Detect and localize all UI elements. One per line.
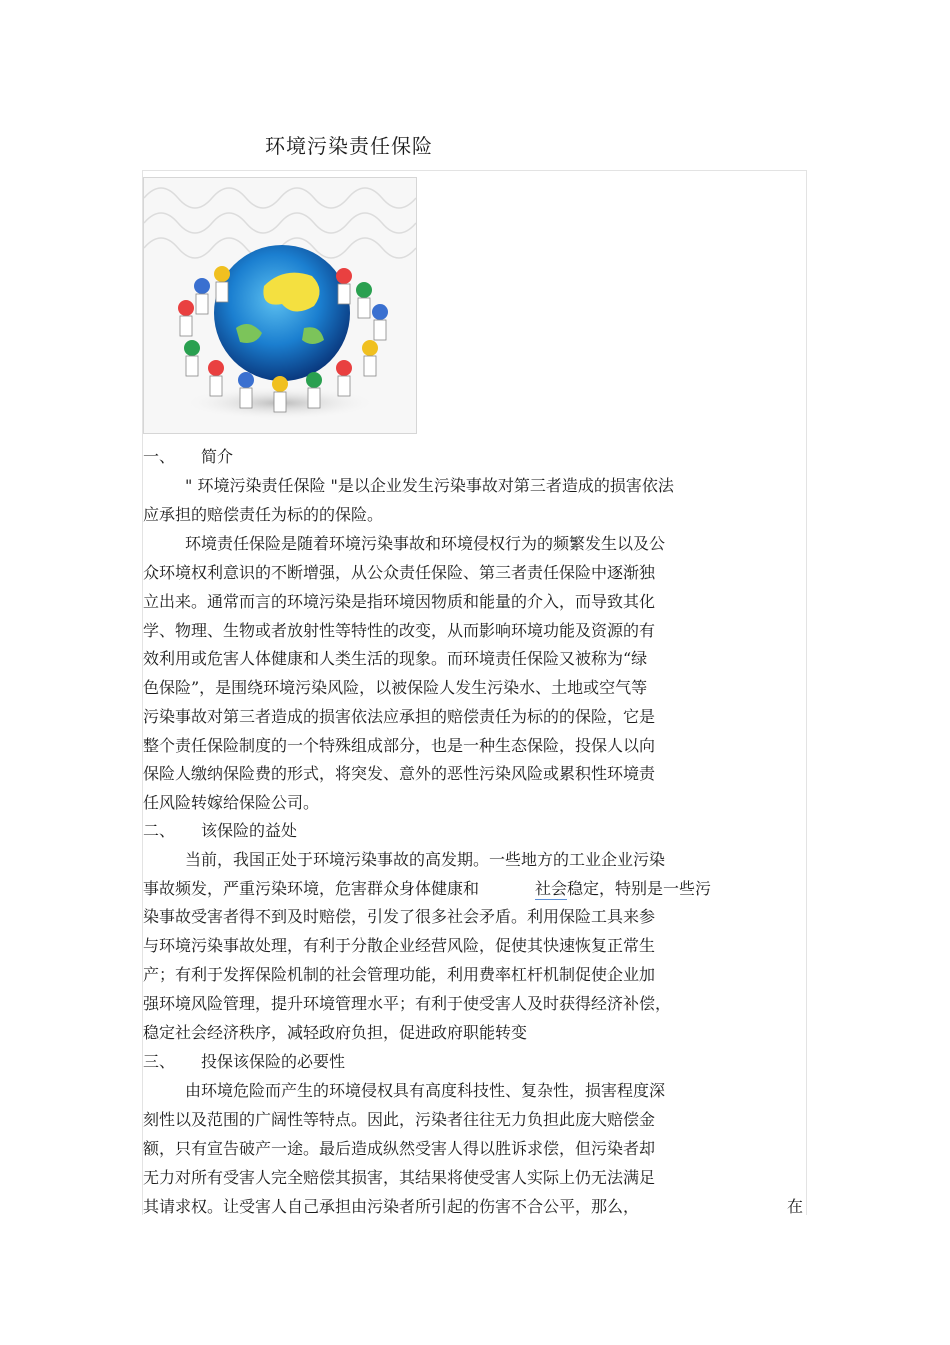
- paragraph-line: 任风险转嫁给保险公司。: [143, 793, 320, 812]
- paragraph-line: 与环境污染事故处理，有利于分散企业经营风险，促使其快速恢复正常生: [143, 936, 656, 955]
- paragraph-line: 学、物理、生物或者放射性等特性的改变，从而影响环境功能及资源的有: [143, 621, 656, 640]
- paragraph-line: 环境责任保险是随着环境污染事故和环境侵权行为的频繁发生以及公: [185, 534, 666, 553]
- paragraph-line: 保险人缴纳保险费的形式，将突发、意外的恶性污染风险或累积性环境责: [143, 764, 656, 783]
- paragraph-line: 由环境危险而产生的环境侵权具有高度科技性、复杂性，损害程度深: [185, 1081, 666, 1100]
- section-title: 投保该保险的必要性: [201, 1052, 346, 1071]
- paragraph-line: 效利用或危害人体健康和人类生活的现象。而环境责任保险又被称为“绿: [143, 649, 648, 668]
- document-title: 环境污染责任保险: [265, 134, 433, 158]
- section-title: 该保险的益处: [201, 821, 298, 840]
- section-title: 简介: [201, 447, 234, 466]
- section-number: 一、: [143, 447, 176, 466]
- paragraph-line: 其请求权。让受害人自己承担由污染者所引起的伤害不合公平，那么，: [143, 1197, 640, 1216]
- paragraph-line: 污染事故对第三者造成的损害依法应承担的赔偿责任为标的的保险，它是: [143, 707, 656, 726]
- paragraph-line: 事故频发，严重污染环境，危害群众身体健康和 社会稳定，特别是一些污: [143, 879, 712, 898]
- society-link[interactable]: 社会: [535, 879, 568, 898]
- paragraph-line: 稳定社会经济秩序，减轻政府负担，促进政府职能转变: [143, 1023, 528, 1042]
- section-heading-3: [143, 1051, 345, 1073]
- paragraph-line: 众环境权利意识的不断增强，从公众责任保险、第三者责任保险中逐渐独: [143, 563, 656, 582]
- paragraph-line: 立出来。通常而言的环境污染是指环境因物质和能量的介入，而导致其化: [143, 592, 656, 611]
- paragraph-line: 产；有利于发挥保险机制的社会管理功能，利用费率杠杆机制促使企业加: [143, 965, 656, 984]
- paragraph-line: 额，只有宣告破产一途。最后造成纵然受害人得以胜诉求偿，但污染者却: [143, 1139, 656, 1158]
- section-heading-2: [143, 820, 297, 842]
- section-number: 二、: [143, 821, 176, 840]
- section-number: 三、: [143, 1052, 176, 1071]
- paragraph-line: 强环境风险管理，提升环境管理水平；有利于使受害人及时获得经济补偿，: [143, 994, 672, 1013]
- quoted-term: " 环境污染责任保险 ": [185, 476, 338, 495]
- paragraph-line: 刻性以及范围的广阔性等特点。因此，污染者往往无力负担此庞大赔偿金: [143, 1110, 656, 1129]
- paragraph-line: 应承担的赔偿责任为标的的保险。: [143, 505, 384, 524]
- paragraph-line-tail: 在: [787, 1197, 804, 1216]
- globe-people-illustration: [143, 177, 417, 434]
- paragraph-line: 染事故受害者得不到及时赔偿，引发了很多社会矛盾。利用保险工具来参: [143, 907, 656, 926]
- paragraph-line: 整个责任保险制度的一个特殊组成部分，也是一种生态保险，投保人以向: [143, 736, 656, 755]
- paragraph-line: 无力对所有受害人完全赔偿其损害，其结果将使受害人实际上仍无法满足: [143, 1168, 656, 1187]
- paragraph-line: " 环境污染责任保险 "是以企业发生污染事故对第三者造成的损害依法: [185, 476, 674, 495]
- paragraph-line: 色保险”，是围绕环境污染风险，以被保险人发生污染水、土地或空气等: [143, 678, 648, 697]
- paragraph-line: 当前，我国正处于环境污染事故的高发期。一些地方的工业企业污染: [185, 850, 666, 869]
- section-heading-1: [143, 446, 233, 468]
